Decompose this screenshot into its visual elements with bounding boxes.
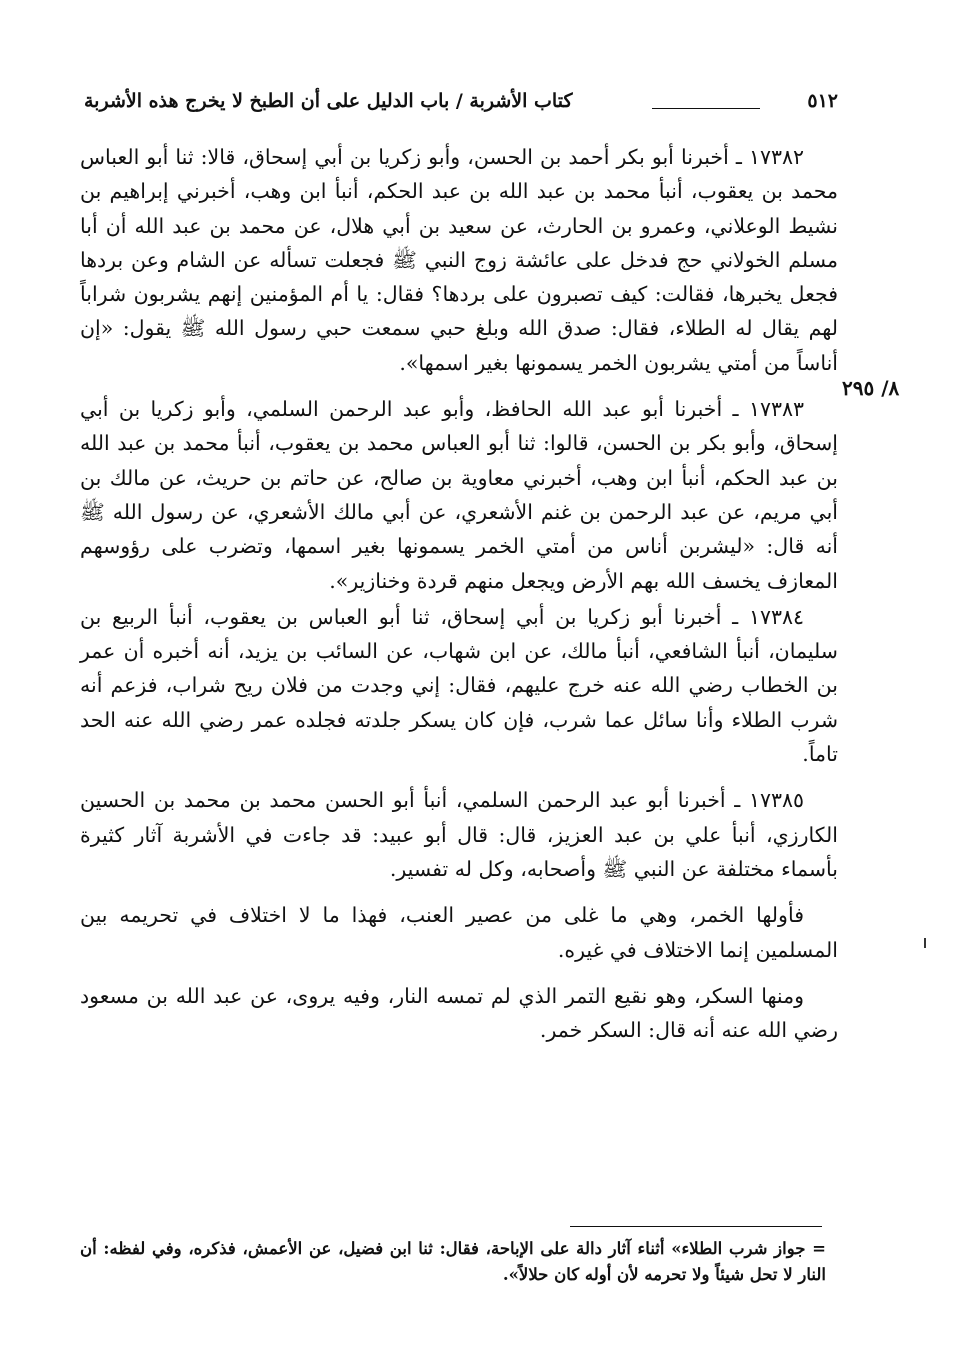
running-title: كتاب الأشربة / باب الدليل على أن الطبخ لا يخرج هذه الأشربة bbox=[84, 90, 573, 112]
paragraph-khamr: فأولها الخمر، وهي ما غلى من عصير العنب، فهذا ما لا اختلاف في تحريمه بين المسلمين إنما الاختلاف في غيره. bbox=[80, 903, 838, 962]
header-rule bbox=[652, 108, 760, 109]
footnote: = جواز شرب الطلاء» أثناء آثار دالة على الإباحة، فقال: ثنا ابن فضيل، عن الأعمش، فذكره، وفي لفظه: أن النار لا تحل شيئاً ولا تحرمه لأن أوله كان حلالاً». bbox=[80, 1239, 826, 1284]
main-text bbox=[80, 140, 838, 1052]
hadith-17383: ١٧٣٨٣ ـ أخبرنا أبو عبد الله الحافظ، وأبو عبد الرحمن السلمي، وأبو زكريا بن أبي إسحاق، وأبو بكر بن الحسن، قالوا: ثنا أبو العباس محمد بن يعقوب، أنبأ محمد بن عبد الله بن عبد الحكم، أنبأ ابن وهب، أخبرني معاوية بن صالح، عن حاتم بن حريث، عن مالك بن أبي مريم، عن عبد الرحمن بن غنم الأشعري، عن أبي مالك الأشعري، عن رسول الله ﷺ أنه قال: «ليشربن أناس من أمتي الخمر يسمونها بغير اسمها، وتضرب على رؤوسهم المعازف يخسف الله بهم الأرض ويجعل منهم قردة وخنازير». bbox=[80, 397, 838, 593]
hadith-17382: ١٧٣٨٢ ـ أخبرنا أبو بكر أحمد بن الحسن، وأبو زكريا بن أبي إسحاق، قالا: ثنا أبو العباس محمد بن يعقوب، أنبأ محمد بن عبد الله بن عبد الحكم، أنبأ ابن وهب، أخبرني إبراهيم بن نشيط الوعلاني، وعمرو بن الحارث، عن سعيد بن أبي هلال، عن محمد بن عبد الله أن أبا مسلم الخولاني حج فدخل على عائشة زوج النبي ﷺ فجعلت تسأله عن الشام وعن بردها فجعل يخبرها، فقالت: كيف تصبرون على بردها؟ فقال: يا أم المؤمنين إنهم يشربون شراباً لهم يقال له الطلاء، فقال: صدق الله وبلغ حبي سمعت حبي رسول الله ﷺ يقول: «إن أناساً من أمتي يشربون الخمر يسمونها بغير اسمها». bbox=[80, 145, 838, 375]
hadith-17384: ١٧٣٨٤ ـ أخبرنا أبو زكريا بن أبي إسحاق، ثنا أبو العباس بن يعقوب، أنبأ الربيع بن سليمان، أنبأ الشافعي، أنبأ مالك، عن ابن شهاب، عن السائب بن يزيد، أنه أخبره أن عمر بن الخطاب رضي الله عنه خرج عليهم، فقال: إني وجدت من فلان ريح شراب، فزعم أنه شرب الطلاء وأنا سائل عما شرب، فإن كان يسكر جلدته فجلده عمر رضي الله عنه الحد تاماً. bbox=[80, 604, 838, 767]
hadith-17385: ١٧٣٨٥ ـ أخبرنا أبو عبد الرحمن السلمي، أنبأ أبو الحسن محمد بن محمد بن الحسين الكارزي، أنبأ علي بن عبد العزيز، قال: قال أبو عبيد: قد جاءت في الأشربة آثار كثيرة بأسماء مختلفة عن النبي ﷺ وأصحابه، وكل له تفسير. bbox=[80, 788, 838, 881]
margin-mark bbox=[924, 938, 926, 948]
footnote-rule bbox=[570, 1226, 822, 1227]
page-number: ٥١٢ bbox=[807, 90, 838, 112]
margin-volume-page-ref: ٨/ ٢٩٥ bbox=[842, 376, 900, 400]
page-header bbox=[84, 88, 838, 124]
paragraph-sakar: ومنها السكر، وهو نقيع التمر الذي لم تمسه النار، وفيه يروى، عن عبد الله بن مسعود رضي الله عنه أنه قال: السكر خمر. bbox=[80, 983, 838, 1043]
